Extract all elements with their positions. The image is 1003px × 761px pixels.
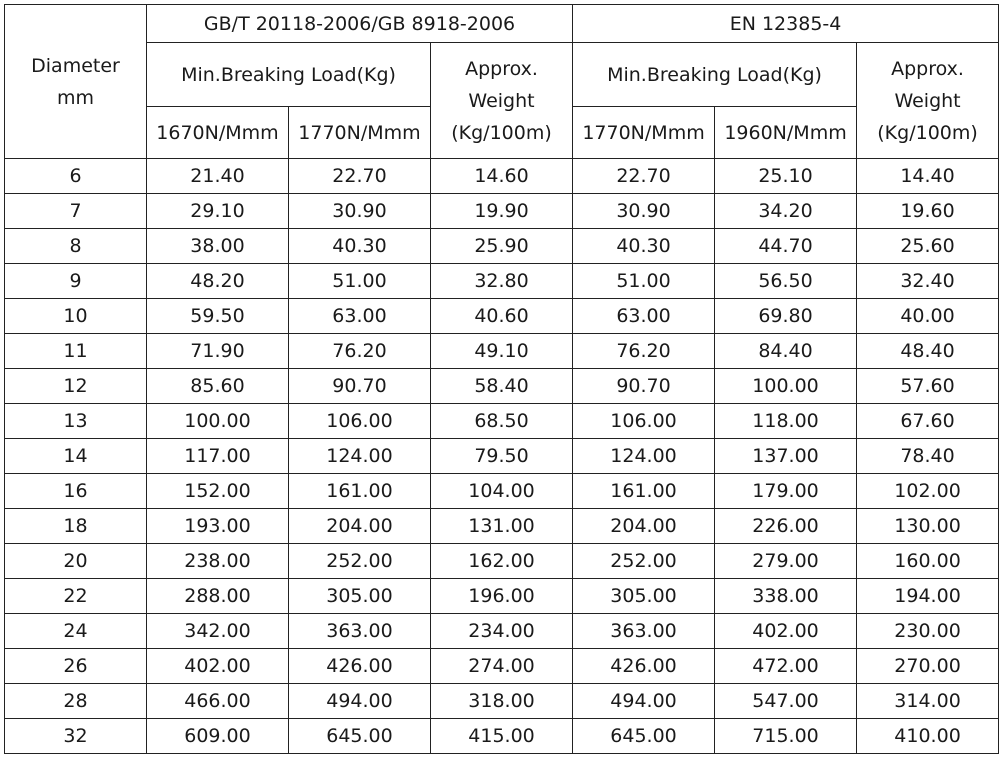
value-cell: 67.60 [857, 404, 999, 439]
en-grade-1960-header: 1960N/Mmm [715, 107, 857, 159]
table-row [5, 439, 999, 474]
gb-grade-1670-header: 1670N/Mmm [147, 107, 289, 159]
diameter-cell: 32 [5, 719, 147, 754]
diameter-cell: 9 [5, 264, 147, 299]
en-approx-weight-header [857, 43, 999, 159]
diameter-cell: 6 [5, 159, 147, 194]
value-cell: 194.00 [857, 579, 999, 614]
value-cell: 234.00 [431, 614, 573, 649]
value-cell: 78.40 [857, 439, 999, 474]
value-cell: 466.00 [147, 684, 289, 719]
gb-grade-1770-header: 1770N/Mmm [289, 107, 431, 159]
diameter-cell: 28 [5, 684, 147, 719]
value-cell: 314.00 [857, 684, 999, 719]
value-cell: 547.00 [715, 684, 857, 719]
table-row [5, 509, 999, 544]
value-cell: 21.40 [147, 159, 289, 194]
gb-approx-weight-header [431, 43, 573, 159]
gb-weight-label: Weight [468, 89, 535, 112]
value-cell: 230.00 [857, 614, 999, 649]
value-cell: 402.00 [715, 614, 857, 649]
value-cell: 25.10 [715, 159, 857, 194]
table-row [5, 684, 999, 719]
value-cell: 226.00 [715, 509, 857, 544]
diameter-cell: 22 [5, 579, 147, 614]
value-cell: 426.00 [289, 649, 431, 684]
value-cell: 161.00 [289, 474, 431, 509]
value-cell: 38.00 [147, 229, 289, 264]
table-row [5, 719, 999, 754]
value-cell: 131.00 [431, 509, 573, 544]
table-row [5, 264, 999, 299]
diameter-cell: 26 [5, 649, 147, 684]
diameter-cell: 16 [5, 474, 147, 509]
value-cell: 76.20 [289, 334, 431, 369]
value-cell: 19.90 [431, 194, 573, 229]
en-grade-1770-header: 1770N/Mmm [573, 107, 715, 159]
value-cell: 40.30 [289, 229, 431, 264]
diameter-header-unit: mm [56, 86, 95, 109]
value-cell: 44.70 [715, 229, 857, 264]
value-cell: 40.60 [431, 299, 573, 334]
value-cell: 279.00 [715, 544, 857, 579]
table-row [5, 544, 999, 579]
value-cell: 85.60 [147, 369, 289, 404]
table-row [5, 614, 999, 649]
gb-weight-unit: (Kg/100m) [451, 121, 552, 144]
value-cell: 48.20 [147, 264, 289, 299]
en-weight-unit: (Kg/100m) [877, 121, 978, 144]
gb-min-breaking-load-header: Min.Breaking Load(Kg) [147, 43, 431, 107]
value-cell: 238.00 [147, 544, 289, 579]
value-cell: 274.00 [431, 649, 573, 684]
value-cell: 162.00 [431, 544, 573, 579]
value-cell: 494.00 [573, 684, 715, 719]
value-cell: 645.00 [289, 719, 431, 754]
diameter-header [5, 5, 147, 159]
value-cell: 305.00 [289, 579, 431, 614]
value-cell: 117.00 [147, 439, 289, 474]
value-cell: 305.00 [573, 579, 715, 614]
diameter-header-label: Diameter [31, 54, 120, 77]
value-cell: 193.00 [147, 509, 289, 544]
value-cell: 102.00 [857, 474, 999, 509]
value-cell: 58.40 [431, 369, 573, 404]
en-weight-label: Weight [894, 89, 961, 112]
value-cell: 318.00 [431, 684, 573, 719]
value-cell: 252.00 [573, 544, 715, 579]
standard-en-header: EN 12385-4 [573, 5, 999, 43]
value-cell: 494.00 [289, 684, 431, 719]
value-cell: 25.90 [431, 229, 573, 264]
value-cell: 715.00 [715, 719, 857, 754]
table-row [5, 229, 999, 264]
value-cell: 130.00 [857, 509, 999, 544]
value-cell: 204.00 [573, 509, 715, 544]
value-cell: 69.80 [715, 299, 857, 334]
diameter-cell: 8 [5, 229, 147, 264]
wire-rope-spec-table [4, 4, 999, 754]
value-cell: 118.00 [715, 404, 857, 439]
value-cell: 338.00 [715, 579, 857, 614]
value-cell: 402.00 [147, 649, 289, 684]
table-body [5, 159, 999, 754]
diameter-cell: 20 [5, 544, 147, 579]
value-cell: 30.90 [289, 194, 431, 229]
value-cell: 30.90 [573, 194, 715, 229]
table-row [5, 369, 999, 404]
value-cell: 270.00 [857, 649, 999, 684]
value-cell: 32.80 [431, 264, 573, 299]
value-cell: 252.00 [289, 544, 431, 579]
value-cell: 179.00 [715, 474, 857, 509]
en-min-breaking-load-header: Min.Breaking Load(Kg) [573, 43, 857, 107]
diameter-cell: 7 [5, 194, 147, 229]
value-cell: 204.00 [289, 509, 431, 544]
value-cell: 137.00 [715, 439, 857, 474]
value-cell: 51.00 [289, 264, 431, 299]
diameter-cell: 12 [5, 369, 147, 404]
value-cell: 63.00 [289, 299, 431, 334]
value-cell: 100.00 [147, 404, 289, 439]
value-cell: 100.00 [715, 369, 857, 404]
table-row [5, 334, 999, 369]
value-cell: 472.00 [715, 649, 857, 684]
value-cell: 14.60 [431, 159, 573, 194]
value-cell: 152.00 [147, 474, 289, 509]
value-cell: 59.50 [147, 299, 289, 334]
table-row [5, 579, 999, 614]
value-cell: 106.00 [289, 404, 431, 439]
value-cell: 63.00 [573, 299, 715, 334]
value-cell: 48.40 [857, 334, 999, 369]
value-cell: 14.40 [857, 159, 999, 194]
value-cell: 57.60 [857, 369, 999, 404]
value-cell: 29.10 [147, 194, 289, 229]
diameter-cell: 18 [5, 509, 147, 544]
value-cell: 34.20 [715, 194, 857, 229]
diameter-cell: 24 [5, 614, 147, 649]
table-row [5, 194, 999, 229]
value-cell: 160.00 [857, 544, 999, 579]
value-cell: 90.70 [573, 369, 715, 404]
value-cell: 124.00 [573, 439, 715, 474]
value-cell: 415.00 [431, 719, 573, 754]
value-cell: 363.00 [573, 614, 715, 649]
value-cell: 22.70 [573, 159, 715, 194]
diameter-cell: 13 [5, 404, 147, 439]
gb-approx-label: Approx. [465, 57, 538, 80]
value-cell: 84.40 [715, 334, 857, 369]
table-row [5, 159, 999, 194]
diameter-cell: 14 [5, 439, 147, 474]
value-cell: 196.00 [431, 579, 573, 614]
value-cell: 363.00 [289, 614, 431, 649]
value-cell: 426.00 [573, 649, 715, 684]
value-cell: 32.40 [857, 264, 999, 299]
value-cell: 609.00 [147, 719, 289, 754]
value-cell: 288.00 [147, 579, 289, 614]
value-cell: 19.60 [857, 194, 999, 229]
value-cell: 49.10 [431, 334, 573, 369]
table-row [5, 299, 999, 334]
table-row [5, 649, 999, 684]
value-cell: 161.00 [573, 474, 715, 509]
value-cell: 106.00 [573, 404, 715, 439]
value-cell: 104.00 [431, 474, 573, 509]
value-cell: 40.00 [857, 299, 999, 334]
value-cell: 342.00 [147, 614, 289, 649]
value-cell: 124.00 [289, 439, 431, 474]
value-cell: 56.50 [715, 264, 857, 299]
standard-gb-header: GB/T 20118-2006/GB 8918-2006 [147, 5, 573, 43]
diameter-cell: 10 [5, 299, 147, 334]
en-approx-label: Approx. [891, 57, 964, 80]
value-cell: 410.00 [857, 719, 999, 754]
value-cell: 71.90 [147, 334, 289, 369]
table-row [5, 404, 999, 439]
table-row [5, 474, 999, 509]
value-cell: 76.20 [573, 334, 715, 369]
value-cell: 40.30 [573, 229, 715, 264]
diameter-cell: 11 [5, 334, 147, 369]
value-cell: 68.50 [431, 404, 573, 439]
value-cell: 79.50 [431, 439, 573, 474]
value-cell: 25.60 [857, 229, 999, 264]
value-cell: 645.00 [573, 719, 715, 754]
value-cell: 22.70 [289, 159, 431, 194]
value-cell: 90.70 [289, 369, 431, 404]
value-cell: 51.00 [573, 264, 715, 299]
